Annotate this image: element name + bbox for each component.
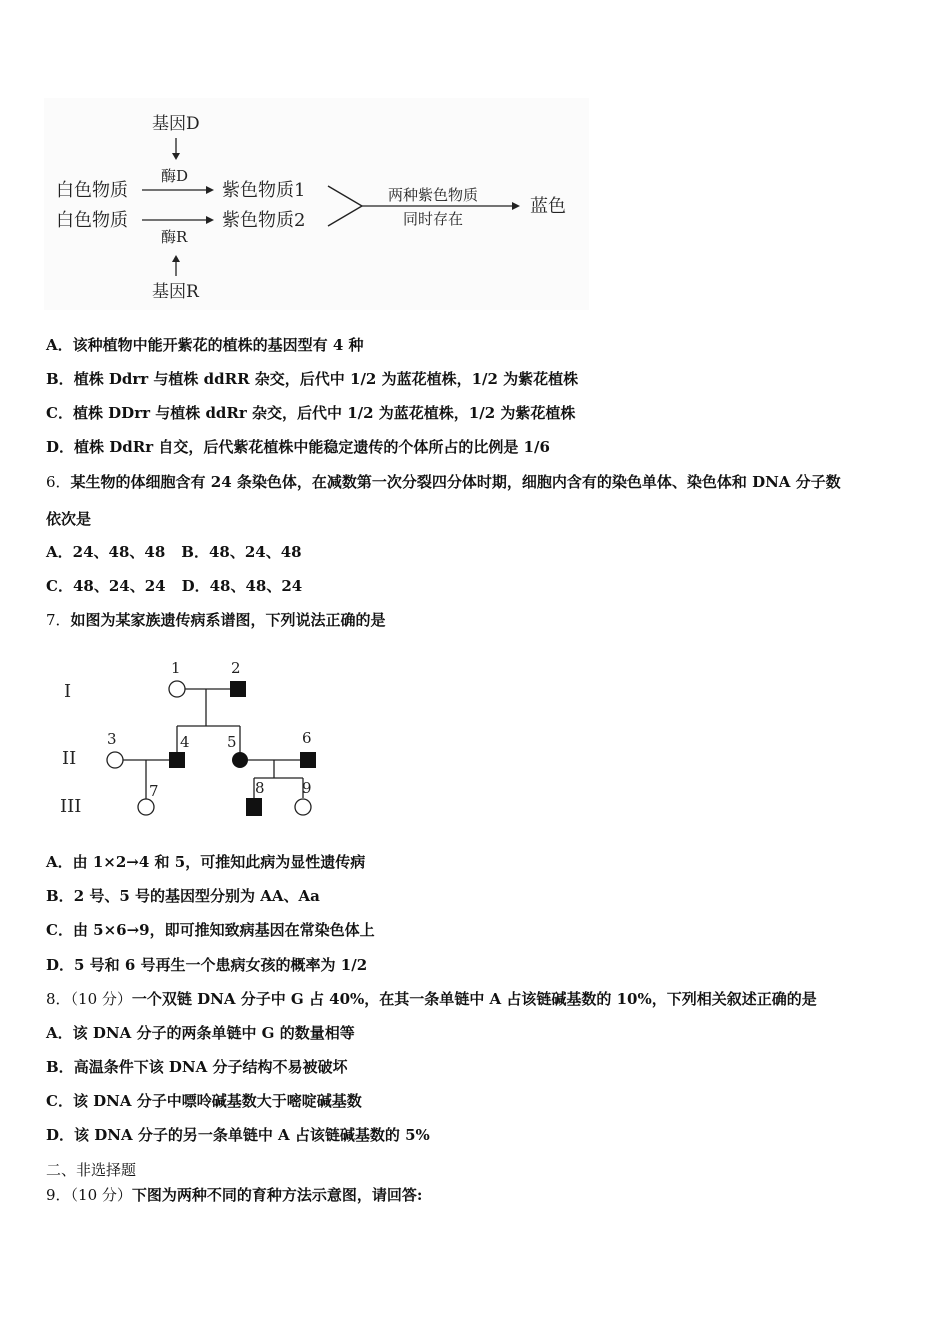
individual-3-label: 3 (107, 730, 117, 748)
individual-9-label: 9 (302, 779, 312, 797)
white-substance-1: 白色物质 (56, 180, 128, 201)
gen-label-3: III (60, 796, 82, 817)
purple-substance-2: 紫色物质2 (222, 210, 306, 231)
enzyme-r-label: 酶R (161, 228, 188, 246)
gene-r-label: 基因R (152, 282, 199, 302)
q7-option-a: A．由 1×2→4 和 5，可推知此病为显性遗传病 (46, 853, 366, 871)
q8-option-b: B．高温条件下该 DNA 分子结构不易被破坏 (46, 1058, 348, 1076)
gen-label-1: I (64, 681, 72, 702)
purple-substance-1: 紫色物质1 (222, 180, 306, 201)
blue-result: 蓝色 (530, 196, 566, 217)
q7-option-d: D．5 号和 6 号再生一个患病女孩的概率为 1/2 (46, 956, 368, 974)
q6-stem-line2: 依次是 (46, 510, 92, 528)
q8-option-c: C．该 DNA 分子中嘌呤碱基数大于嘧啶碱基数 (46, 1092, 362, 1110)
q6-options-ab: A．24、48、48 B．48、24、48 (46, 543, 302, 561)
individual-7-female-unaffected (138, 799, 154, 815)
individual-8-label: 8 (255, 779, 265, 797)
individual-5-female-affected (232, 752, 248, 768)
q9-stem: 9．（10 分）下图为两种不同的育种方法示意图，请回答: (46, 1186, 423, 1204)
individual-3-female-unaffected (107, 752, 123, 768)
individual-5-label: 5 (227, 733, 237, 751)
individual-2-male-affected (230, 681, 246, 697)
individual-2-label: 2 (231, 659, 241, 677)
q6-stem-line1: 6．某生物的体细胞含有 24 条染色体，在减数第一次分裂四分体时期，细胞内含有的染色单体、染色体和 DNA 分子数 (46, 473, 841, 491)
q5-option-d: D．植株 DdRr 自交，后代紫花植株中能稳定遗传的个体所占的比例是 1/6 (46, 438, 550, 456)
white-substance-2: 白色物质 (56, 210, 128, 231)
individual-7-label: 7 (149, 782, 159, 800)
pedigree-chart (44, 652, 344, 832)
q5-option-c: C．植株 DDrr 与植株 ddRr 杂交，后代中 1/2 为蓝花植株，1/2 为紫花植株 (46, 404, 576, 422)
individual-9-female-unaffected (295, 799, 311, 815)
gen-label-2: II (62, 748, 77, 769)
gene-pathway-diagram (44, 98, 589, 310)
individual-8-male-affected (246, 798, 262, 816)
q6-options-cd: C．48、24、24 D．48、48、24 (46, 577, 303, 595)
q7-option-c: C．由 5×6→9，即可推知致病基因在常染色体上 (46, 921, 375, 939)
individual-4-male-affected (169, 752, 185, 768)
q8-option-a: A．该 DNA 分子的两条单链中 G 的数量相等 (46, 1024, 355, 1042)
q5-option-b: B．植株 Ddrr 与植株 ddRR 杂交，后代中 1/2 为蓝花植株，1/2 为紫花植株 (46, 370, 579, 388)
q7-stem: 7．如图为某家族遗传病系谱图，下列说法正确的是 (46, 611, 386, 629)
enzyme-d-label: 酶D (161, 167, 189, 185)
section-title: 二、非选择题 (46, 1161, 137, 1179)
individual-6-male-affected (300, 752, 316, 768)
gene-d-label: 基因D (152, 114, 200, 134)
q7-option-b: B．2 号、5 号的基因型分别为 AA、Aa (46, 887, 320, 905)
individual-6-label: 6 (302, 729, 312, 747)
individual-1-label: 1 (171, 659, 181, 677)
q8-option-d: D．该 DNA 分子的另一条单链中 A 占该链碱基数的 5% (46, 1126, 430, 1144)
individual-1-female-unaffected (169, 681, 185, 697)
condition-line-2: 同时存在 (403, 210, 464, 228)
individual-4-label: 4 (180, 733, 190, 751)
q8-stem: 8．（10 分）一个双链 DNA 分子中 G 占 40%，在其一条单链中 A 占该链碱基数的 10%，下列相关叙述正确的是 (46, 990, 817, 1008)
condition-line-1: 两种紫色物质 (388, 186, 479, 204)
q5-option-a: A．该种植物中能开紫花的植株的基因型有 4 种 (46, 336, 364, 354)
